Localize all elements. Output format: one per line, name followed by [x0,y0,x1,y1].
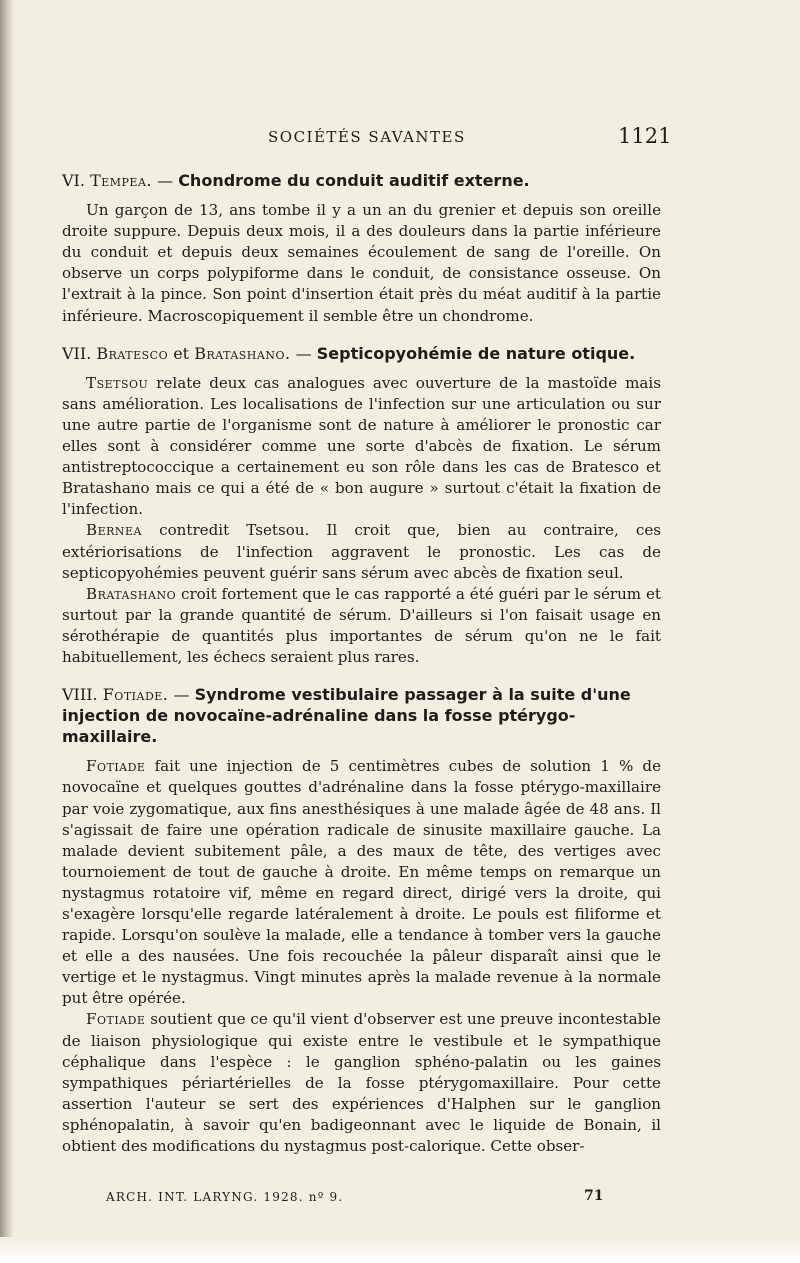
speaker-name: Fotiade [86,1010,146,1029]
section-heading-viii [62,684,661,747]
paragraph [62,584,661,668]
section-title: Syndrome vestibulaire passager à la suite d'une injection de novocaïne-adrénaline dans la fosse ptérygo-maxillaire. [62,685,631,747]
page-header [0,124,800,148]
binding-shadow [0,0,14,1263]
paragraph: Un garçon de 13, ans tombe il y a un an du grenier et depuis son oreille droite suppure. Depuis deux mois, il a des douleurs dans la partie inférieure du conduit et depuis deux semaines écoulement de sang de l'oreille. On observe un corps polypiforme dans le conduit, de consistance osseuse. On l'extrait à la pince. Son point d'insertion était près du méat auditif à la partie inférieure. Macroscopiquement il semble être un chondrome. [62,201,661,325]
heading-dash: — [173,685,190,705]
section-number: VII. [62,343,92,363]
paragraph-text: contredit Tsetsou. Il croit que, bien au contraire, ces extériorisations de l'infection aggravent le pronostic. Les cas de septicopyohémies peuvent guérir sans sérum avec abcès de fixation seul. [62,521,661,582]
paragraph-text: croit fortement que le cas rapporté a été guéri par le sérum et surtout par la grande quantité de sérum. D'ailleurs si l'on faisait usage en sérothérapie de quantités plus importantes de sérum qu'on ne le fait habituellement, les échecs seraient plus rares. [62,584,661,666]
section-number: VI. [62,171,85,190]
speaker-name: Fotiade [86,757,146,776]
paragraph [62,756,661,1009]
section-number: VIII. [62,685,98,705]
section-authors: Tempea. [90,171,152,190]
signature-mark: 71 [584,1188,604,1204]
section-heading-vii [62,343,661,364]
paragraph-text: soutient que ce qu'il vient d'observer est une preuve incontestable de liaison physiologique qui existe entre le vestibule et le sympathique céphalique dans l'espèce : le ganglion sphéno-palatin ou les gaines sympathiques périartérielles de la fosse ptérygomaxillaire. Pour cette assertion l'auteur se sert des expériences d'Halphen sur le ganglion sphénopalatin, à savoir qu'en badigeonnant avec le liquide de Bonain, il obtient des modifications du nystagmus post-calorique. Cette obser- [62,1010,661,1156]
heading-dash: — [157,171,174,190]
paragraph [62,520,661,583]
paragraph-text: fait une injection de 5 centimètres cubes de solution 1 % de novocaïne et quelques gouttes d'adrénaline dans la fosse ptérygo-maxillaire par voie zygomatique, aux fins anesthésiques à une malade âgée de 48 ans. Il s'agissait de faire une opération radicale de sinusite maxillaire gauche. La malade devient subitement pâle, a des maux de tête, des vertiges avec tournoiement de tout de gauche à droite. En même temps on remarque un nystagmus rotatoire vif, même en regard direct, dirigé vers la droite, qui s'exagère lorsqu'elle regarde latéralement à droite. Le pouls est filiforme et rapide. Lorsqu'on soulève la malade, elle a tendance à tomber vers la gauche et elle a des nausées. Une fois recouchée la pâleur disparaît ainsi que le vertige et le nystagmus. Vingt minutes après la malade revenue à la normale put être opérée. [62,757,661,1008]
running-title: SOCIÉTÉS SAVANTES [268,128,466,146]
speaker-name: Bernea [86,521,143,540]
section-heading-vi [62,170,661,191]
page-bottom-edge [0,1237,800,1263]
section-title: Chondrome du conduit auditif externe. [178,171,530,190]
page-footer [0,1188,800,1208]
speaker-name: Tsetsou [86,373,149,392]
paragraph-text: relate deux cas analogues avec ouverture de la mastoïde mais sans amélioration. Les localisations de l'infection sur une articulation ou sur une autre partie de l'organisme sont de nature à améliorer le pronostic car elles sont à considérer comme une sorte d'abcès de fixation. Le sérum antistreptococcique a certainement eu son rôle dans les cas de Bratesco et Bratashano mais ce qui a été de « bon augure » surtout c'était la fixation de l'infection. [62,373,661,519]
section-author-1: Bratesco [96,343,169,363]
section-author-2: Bratashano. [194,343,291,363]
section-authors: Fotiade. [102,685,169,705]
speaker-name: Bratashano [86,584,177,603]
section-title: Septicopyohémie de nature otique. [316,343,636,363]
article-body [62,170,661,1157]
journal-reference: ARCH. INT. LARYNG. 1928. nº 9. [106,1190,344,1204]
paragraph [62,373,661,521]
page-number: 1121 [618,124,672,148]
paragraph [62,1009,661,1157]
heading-dash: — [295,343,312,363]
author-connector: et [173,343,190,363]
